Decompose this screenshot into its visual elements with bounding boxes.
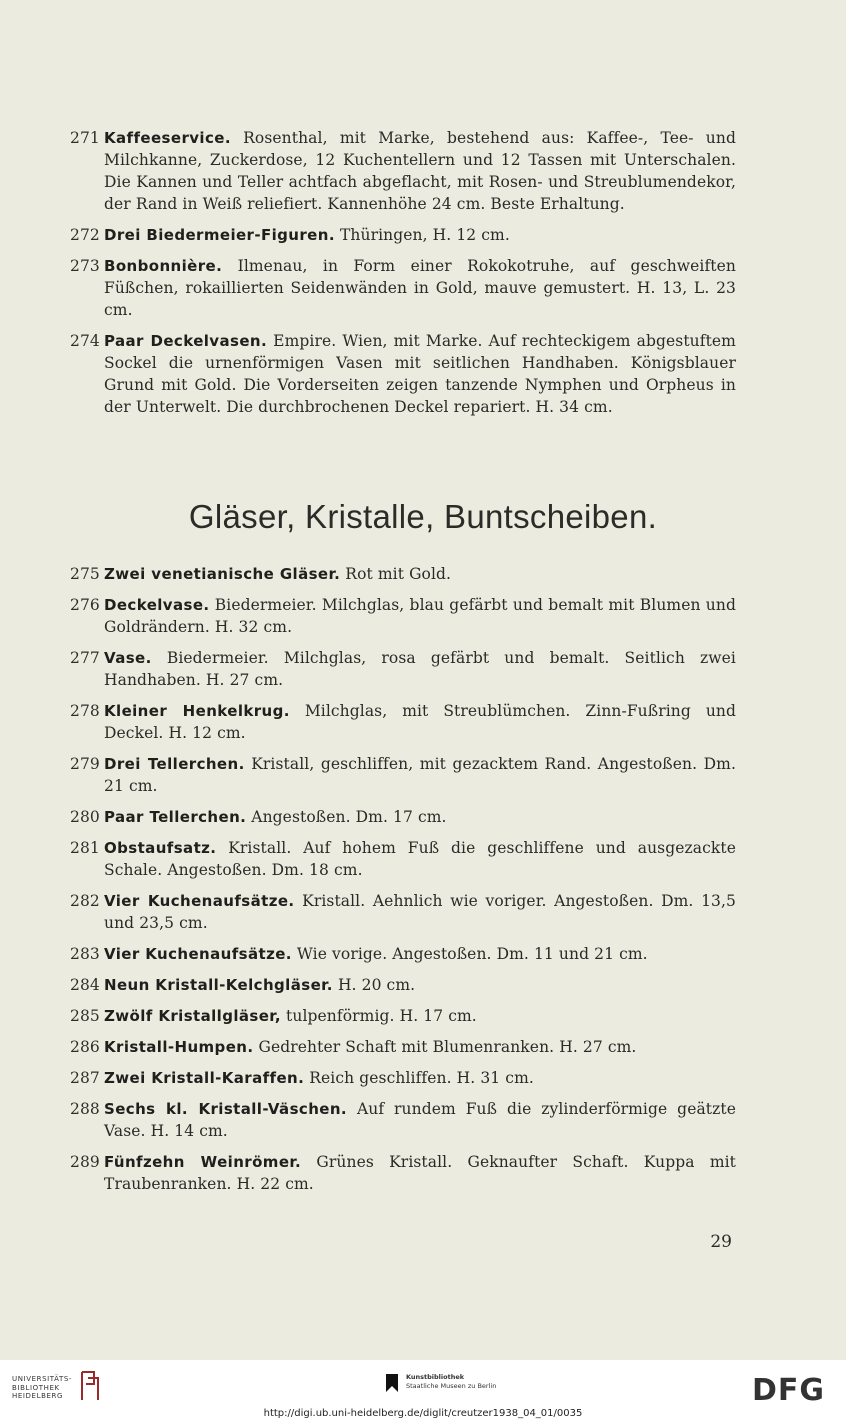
entry-body <box>104 255 736 321</box>
entry-number: 272 <box>70 226 100 244</box>
section-heading: Gläser, Kristalle, Buntscheiben. <box>188 498 658 535</box>
entry-body <box>104 943 736 965</box>
entry-body <box>104 753 736 797</box>
university-library-name: UNIVERSITÄTS- BIBLIOTHEK HEIDELBERG <box>12 1375 73 1400</box>
entry-title: Drei Tellerchen. <box>104 755 245 773</box>
entry-body <box>104 890 736 934</box>
entry-number: 281 <box>70 839 100 857</box>
entry-number: 289 <box>70 1153 100 1171</box>
entry-title: Kaffeeservice. <box>104 129 231 147</box>
catalog-entry <box>70 1005 736 1027</box>
entry-description: Rot mit Gold. <box>345 565 452 583</box>
entry-description: Ilmenau, in Form einer Rokokotruhe, auf geschweiften Füßchen, rokaillierten Seidenwänden in Gold, mauve gemustert. H. 13, L. 23 cm. <box>104 257 736 319</box>
catalog-entry <box>70 1067 736 1089</box>
entry-number: 282 <box>70 892 100 910</box>
entry-number: 280 <box>70 808 100 826</box>
entry-list-porcelain <box>70 127 736 427</box>
entry-number: 284 <box>70 976 100 994</box>
catalog-entry <box>70 647 736 691</box>
catalog-entry <box>70 224 736 246</box>
kunstbibliothek-logo-icon <box>384 1372 400 1394</box>
entry-description: Grünes Kristall. Geknaufter Schaft. Kuppa mit Traubenranken. H. 22 cm. <box>104 1153 737 1193</box>
entry-title: Drei Biedermeier-Figuren. <box>104 226 335 244</box>
entry-description: Empire. Wien, mit Marke. Auf rechteckigem abgestuftem Sockel die urnenförmigen Vasen mit seitlichen Handhaben. Königsblauer Grund mit Gold. Die Vorderseiten zeigen tanzende Nymphen und Orpheus in der Unterwelt. Die durchbrochenen Deckel repariert. H. 34 cm. <box>104 332 736 416</box>
entry-title: Vier Kuchenaufsätze. <box>104 892 295 910</box>
entry-description: H. 20 cm. <box>337 976 416 994</box>
university-logo-icon <box>78 1370 100 1402</box>
entry-number: 276 <box>70 596 100 614</box>
entry-description: Kristall. Auf hohem Fuß die geschliffene und ausgezackte Schale. Angestoßen. Dm. 18 cm. <box>104 839 737 879</box>
entry-list-glass <box>70 563 736 1204</box>
entry-number: 277 <box>70 649 100 667</box>
catalog-entry <box>70 837 736 881</box>
entry-number: 278 <box>70 702 100 720</box>
entry-body <box>104 224 736 246</box>
entry-number: 285 <box>70 1007 100 1025</box>
entry-title: Vase. <box>104 649 152 667</box>
entry-title: Obstaufsatz. <box>104 839 217 857</box>
entry-description: Reich geschliffen. H. 31 cm. <box>309 1069 534 1087</box>
entry-title: Kleiner Henkelkrug. <box>104 702 290 720</box>
entry-body <box>104 974 736 996</box>
dfg-logo: DFG <box>752 1373 826 1408</box>
entry-body <box>104 1036 736 1058</box>
entry-number: 286 <box>70 1038 100 1056</box>
catalog-entry <box>70 127 736 215</box>
entry-body <box>104 1098 736 1142</box>
entry-number: 279 <box>70 755 100 773</box>
entry-body <box>104 1005 736 1027</box>
kunstbibliothek-label: Kunstbibliothek Staatliche Museen zu Berlin <box>406 1373 497 1390</box>
entry-number: 283 <box>70 945 100 963</box>
page-number: 29 <box>710 1232 732 1252</box>
catalog-entry <box>70 753 736 797</box>
source-url[interactable]: http://digi.ub.uni-heidelberg.de/diglit/creutzer1938_04_01/0035 <box>263 1408 583 1419</box>
entry-body <box>104 1067 736 1089</box>
entry-title: Vier Kuchenaufsätze. <box>104 945 292 963</box>
entry-description: Angestoßen. Dm. 17 cm. <box>251 808 447 826</box>
entry-title: Paar Tellerchen. <box>104 808 247 826</box>
catalog-entry <box>70 1036 736 1058</box>
entry-description: Rosenthal, mit Marke, bestehend aus: Kaffee-, Tee- und Milchkanne, Zuckerdose, 12 Kuchentellern und 12 Tassen mit Unterschalen. Die Kannen und Teller achtfach abgeflacht, mit Rosen- und Streublumendekor, der Rand in Weiß reliefiert. Kannenhöhe 24 cm. Beste Erhaltung. <box>104 129 736 213</box>
entry-title: Zwei venetianische Gläser. <box>104 565 341 583</box>
entry-description: Kristall, geschliffen, mit gezacktem Rand. Angestoßen. Dm. 21 cm. <box>104 755 736 795</box>
entry-title: Fünfzehn Weinrömer. <box>104 1153 302 1171</box>
entry-number: 271 <box>70 129 100 147</box>
catalog-entry <box>70 1151 736 1195</box>
entry-description: Biedermeier. Milchglas, rosa gefärbt und bemalt. Seitlich zwei Handhaben. H. 27 cm. <box>104 649 736 689</box>
entry-body <box>104 127 736 215</box>
entry-title: Bonbonnière. <box>104 257 223 275</box>
viewer-footer <box>0 1360 846 1421</box>
entry-description: Wie vorige. Angestoßen. Dm. 11 und 21 cm. <box>296 945 648 963</box>
entry-body <box>104 330 736 418</box>
catalog-entry <box>70 943 736 965</box>
entry-description: Gedrehter Schaft mit Blumenranken. H. 27 cm. <box>258 1038 637 1056</box>
entry-number: 274 <box>70 332 100 350</box>
entry-description: Auf rundem Fuß die zylinderförmige geätzte Vase. H. 14 cm. <box>104 1100 737 1140</box>
entry-title: Zwei Kristall-Karaffen. <box>104 1069 305 1087</box>
entry-description: tulpenförmig. H. 17 cm. <box>286 1007 477 1025</box>
catalog-entry <box>70 974 736 996</box>
catalog-entry <box>70 563 736 585</box>
entry-description: Milchglas, mit Streublümchen. Zinn-Fußring und Deckel. H. 12 cm. <box>104 702 737 742</box>
entry-title: Neun Kristall-Kelchgläser. <box>104 976 333 994</box>
entry-body <box>104 647 736 691</box>
entry-body <box>104 700 736 744</box>
entry-number: 273 <box>70 257 100 275</box>
entry-title: Kristall-Humpen. <box>104 1038 254 1056</box>
entry-body <box>104 1151 736 1195</box>
entry-title: Sechs kl. Kristall-Väschen. <box>104 1100 348 1118</box>
catalog-entry <box>70 700 736 744</box>
catalog-entry <box>70 1098 736 1142</box>
entry-title: Deckelvase. <box>104 596 210 614</box>
catalog-entry <box>70 255 736 321</box>
entry-body <box>104 594 736 638</box>
entry-body <box>104 563 736 585</box>
entry-description: Kristall. Aehnlich wie voriger. Angestoßen. Dm. 13,5 und 23,5 cm. <box>104 892 737 932</box>
entry-description: Thüringen, H. 12 cm. <box>339 226 510 244</box>
entry-title: Zwölf Kristallgläser, <box>104 1007 281 1025</box>
entry-number: 287 <box>70 1069 100 1087</box>
entry-description: Biedermeier. Milchglas, blau gefärbt und bemalt mit Blumen und Goldrändern. H. 32 cm. <box>104 596 736 636</box>
entry-title: Paar Deckelvasen. <box>104 332 268 350</box>
catalog-entry <box>70 890 736 934</box>
catalog-entry <box>70 594 736 638</box>
entry-number: 275 <box>70 565 100 583</box>
catalog-entry <box>70 330 736 418</box>
entry-body <box>104 806 736 828</box>
catalog-entry <box>70 806 736 828</box>
entry-number: 288 <box>70 1100 100 1118</box>
entry-body <box>104 837 736 881</box>
